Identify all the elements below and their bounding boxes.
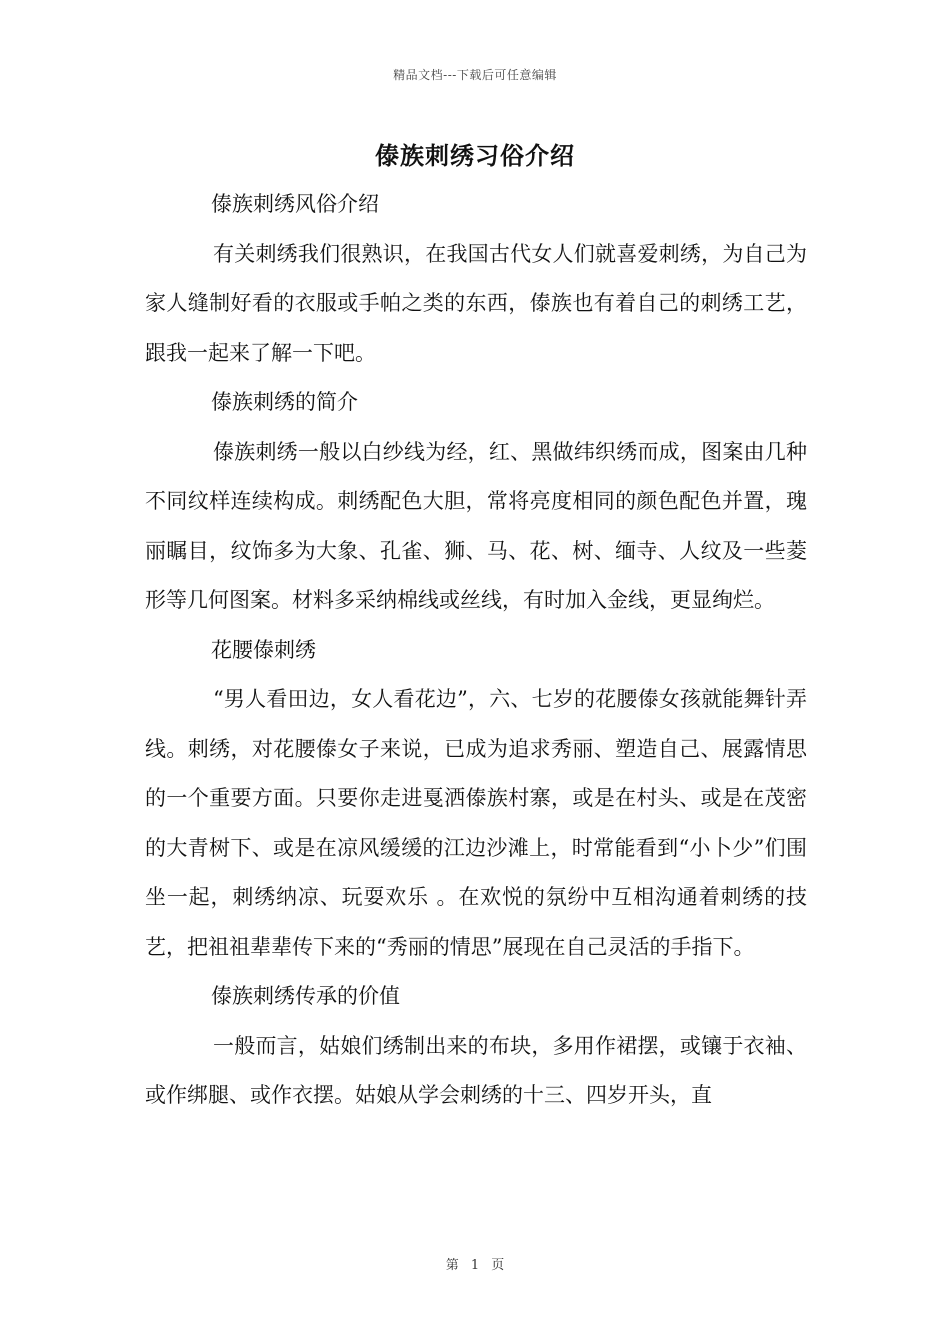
section-heading: 傣族刺绣的简介 bbox=[211, 390, 358, 414]
document-title: 傣族刺绣习俗介绍 bbox=[375, 141, 575, 170]
page-number: 1 bbox=[470, 1258, 480, 1273]
section-heading: 傣族刺绣风俗介绍 bbox=[211, 192, 379, 216]
section-heading: 傣族刺绣传承的价值 bbox=[211, 984, 400, 1008]
paragraph: 有关刺绣我们很熟识，在我国古代女人们就喜爱刺绣，为自己为家人缝制好看的衣服或手帕之类的东西，傣族也有着自己的刺绣工艺，跟我一起来了解一下吧。 bbox=[145, 241, 807, 365]
paragraph: 一般而言，姑娘们绣制出来的布块，多用作裙摆，或镶于衣袖、或作绑腿、或作衣摆。姑娘从学会刺绣的十三、四岁开头，直 bbox=[145, 1033, 807, 1107]
section-heading: 花腰傣刺绣 bbox=[211, 637, 316, 662]
page-header: 精品文档---下载后可任意编辑 bbox=[393, 68, 557, 82]
paragraph: 傣族刺绣一般以白纱线为经，红、黑做纬织绣而成，图案由几种不同纹样连续构成。刺绣配色大胆，常将亮度相同的颜色配色并置，瑰丽瞩目，纹饰多为大象、孔雀、狮、马、花、树、缅寺、人纹及一些菱形等几何图案。材料多采纳棉线或丝线，有时加入金线，更显绚烂。 bbox=[145, 439, 807, 612]
footer-suffix: 页 bbox=[491, 1258, 505, 1273]
document-body bbox=[145, 180, 807, 1121]
page-footer bbox=[0, 1254, 950, 1273]
footer-prefix: 第 bbox=[445, 1258, 459, 1273]
paragraph: “男人看田边，女人看花边”，六、七岁的花腰傣女孩就能舞针弄线。刺绣，对花腰傣女子来说，已成为追求秀丽、塑造自己、展露情思的一个重要方面。只要你走进戛洒傣族村寨，或是在村头、或是在茂密的大青树下、或是在凉风缓缓的江边沙滩上，时常能看到“小卜少”们围坐一起，刺绣纳凉、玩耍欢乐 。在欢悦的氛纷中互相沟通着刺绣的技艺，把祖祖辈辈传下来的“秀丽的情思”展现在自己灵活的手指下。 bbox=[145, 687, 807, 959]
